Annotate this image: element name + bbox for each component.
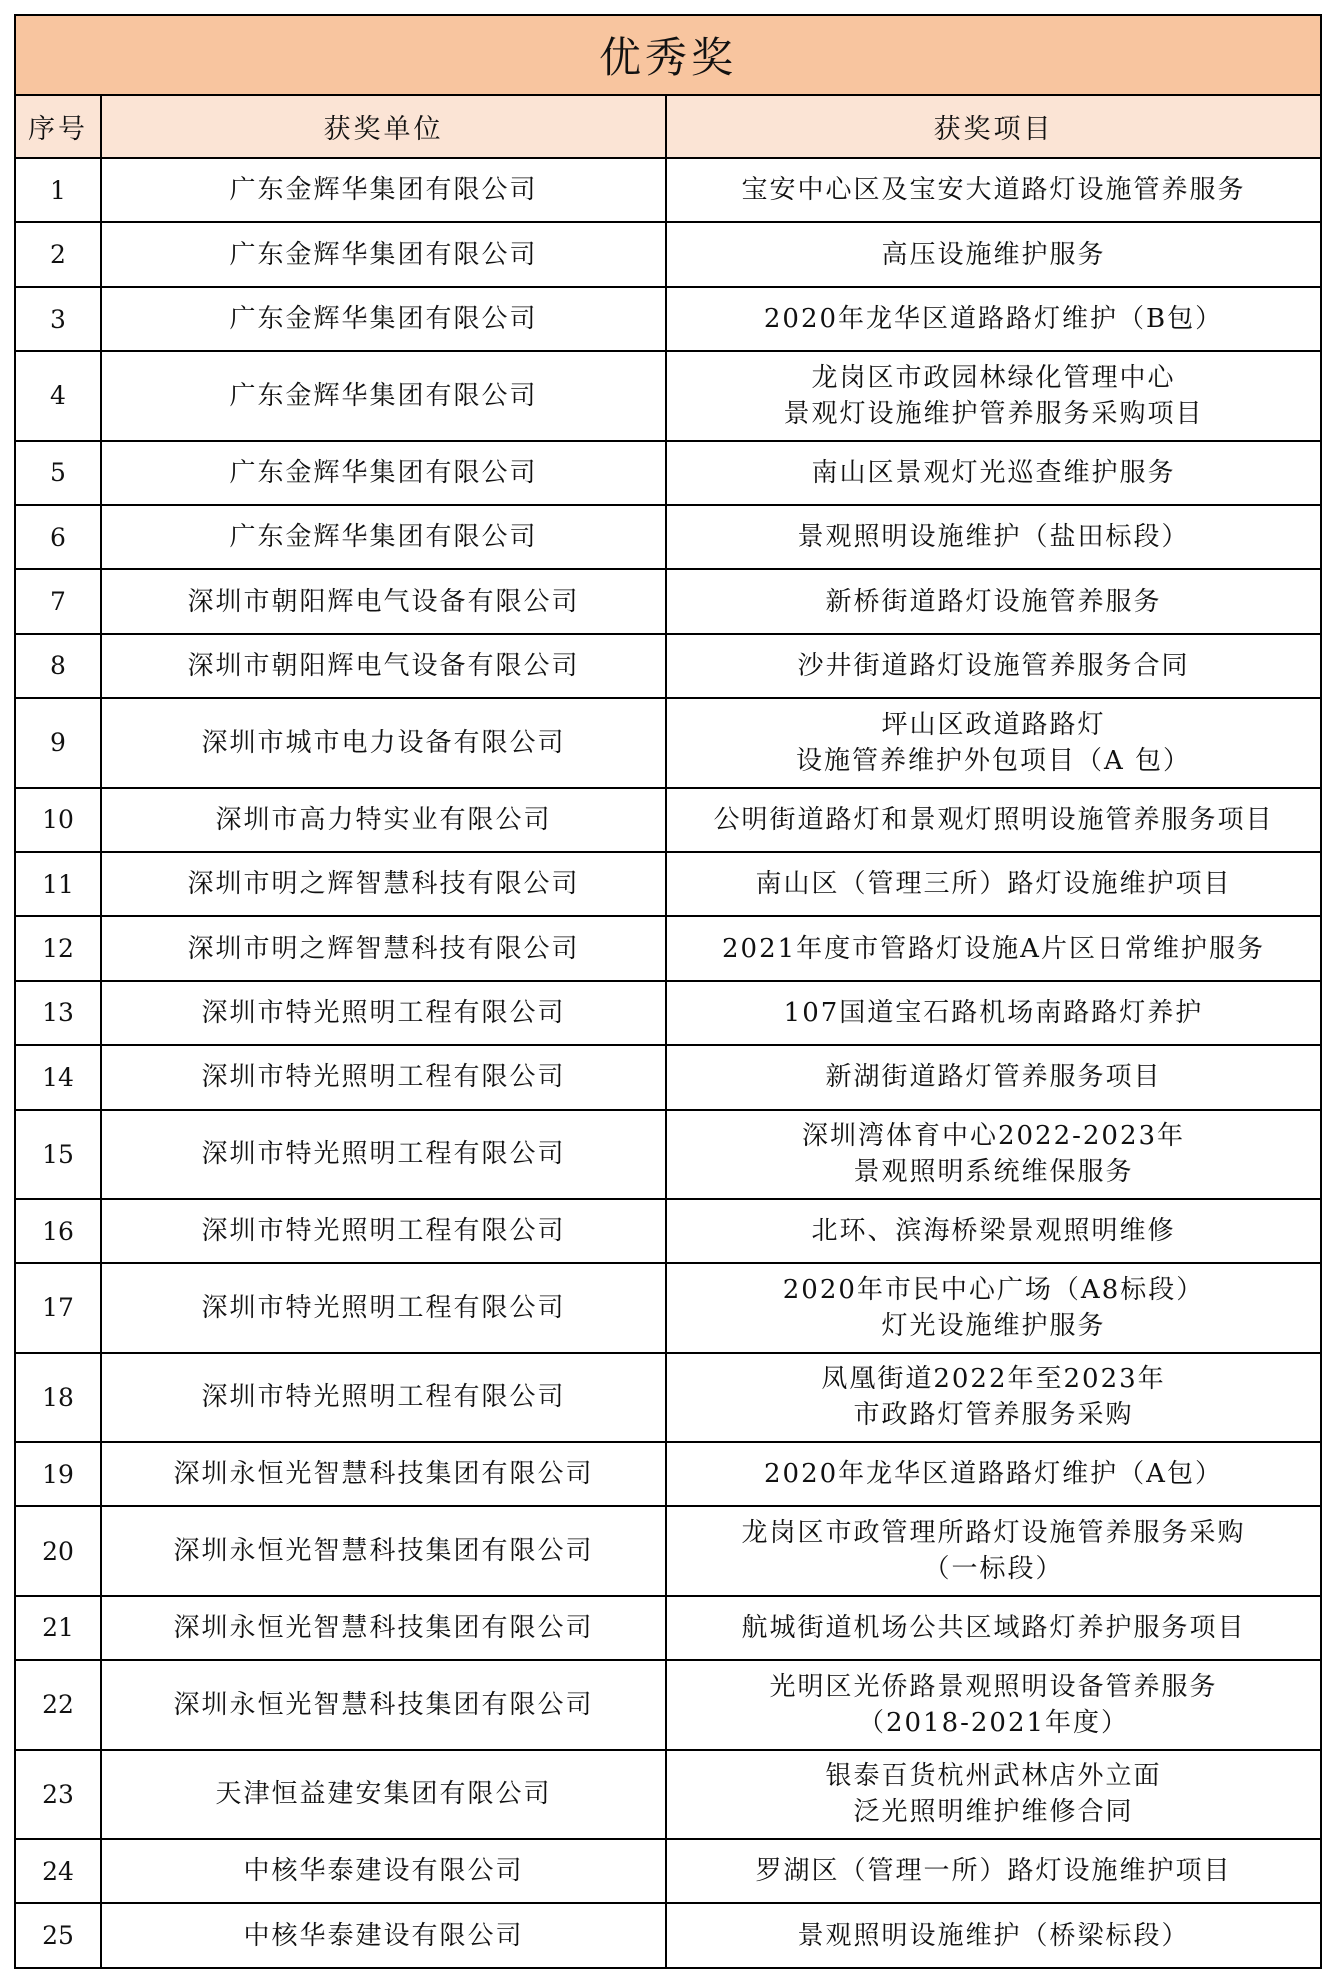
award-project [666, 1506, 1321, 1595]
table-row [15, 351, 1321, 440]
row-number: 10 [15, 788, 101, 852]
award-project-line: 航城街道机场公共区域路灯养护服务项目 [741, 1612, 1246, 1643]
table-row [15, 634, 1321, 698]
award-unit: 深圳市特光照明工程有限公司 [101, 1263, 666, 1352]
row-number: 4 [15, 351, 101, 440]
row-number: 18 [15, 1353, 101, 1442]
table-title: 优秀奖 [15, 15, 1321, 95]
table-row [15, 788, 1321, 852]
header-unit: 获奖单位 [101, 95, 666, 158]
award-project-line: 景观灯设施维护管养服务采购项目 [783, 398, 1204, 429]
award-unit: 中核华泰建设有限公司 [101, 1903, 666, 1968]
award-project [666, 351, 1321, 440]
award-unit: 广东金辉华集团有限公司 [101, 287, 666, 351]
table-row [15, 222, 1321, 286]
table-row [15, 1045, 1321, 1109]
award-project [666, 1839, 1321, 1903]
table-row [15, 1110, 1321, 1199]
award-project [666, 1199, 1321, 1263]
award-project-line: 景观照明设施维护（盐田标段） [797, 522, 1190, 553]
row-number: 23 [15, 1750, 101, 1839]
award-project [666, 1660, 1321, 1749]
row-number: 22 [15, 1660, 101, 1749]
award-project-line: 龙岗区市政园林绿化管理中心 [811, 362, 1176, 393]
award-project-line: （2018-2021年度） [857, 1707, 1130, 1738]
row-number: 9 [15, 698, 101, 787]
row-number: 13 [15, 981, 101, 1045]
table-row [15, 1442, 1321, 1506]
row-number: 19 [15, 1442, 101, 1506]
header-row [15, 95, 1321, 158]
award-project [666, 158, 1321, 222]
award-project-line: 新湖街道路灯管养服务项目 [825, 1062, 1162, 1093]
row-number: 20 [15, 1506, 101, 1595]
award-unit: 深圳市特光照明工程有限公司 [101, 1045, 666, 1109]
award-unit: 深圳永恒光智慧科技集团有限公司 [101, 1506, 666, 1595]
row-number: 25 [15, 1903, 101, 1968]
award-project-line: 2020年龙华区道路路灯维护（B包） [763, 304, 1224, 335]
award-unit: 广东金辉华集团有限公司 [101, 222, 666, 286]
table-row [15, 505, 1321, 569]
award-project [666, 916, 1321, 980]
award-project [666, 505, 1321, 569]
award-unit: 深圳市城市电力设备有限公司 [101, 698, 666, 787]
award-unit: 深圳永恒光智慧科技集团有限公司 [101, 1660, 666, 1749]
award-project [666, 1045, 1321, 1109]
row-number: 3 [15, 287, 101, 351]
table-row [15, 1199, 1321, 1263]
award-table [14, 14, 1322, 1969]
award-project-line: 2020年龙华区道路路灯维护（A包） [764, 1459, 1223, 1490]
award-project [666, 441, 1321, 505]
award-unit: 深圳市特光照明工程有限公司 [101, 1353, 666, 1442]
award-project-line: 新桥街道路灯设施管养服务 [825, 586, 1162, 617]
award-project-line: 深圳湾体育中心2022-2023年 [801, 1121, 1186, 1152]
award-unit: 深圳市特光照明工程有限公司 [101, 1110, 666, 1199]
award-project-line: 凤凰街道2022年至2023年 [821, 1364, 1166, 1395]
award-project [666, 1596, 1321, 1660]
award-project [666, 698, 1321, 787]
award-project-line: 景观照明系统维保服务 [853, 1157, 1134, 1188]
award-project-line: 光明区光侨路景观照明设备管养服务 [769, 1671, 1218, 1702]
award-project [666, 1353, 1321, 1442]
table-row [15, 569, 1321, 633]
table-row [15, 981, 1321, 1045]
award-project-line: 南山区景观灯光巡查维护服务 [811, 457, 1176, 488]
table-row [15, 698, 1321, 787]
row-number: 5 [15, 441, 101, 505]
award-project-line: 107国道宝石路机场南路路灯养护 [783, 997, 1204, 1028]
award-project [666, 634, 1321, 698]
table-row [15, 1660, 1321, 1749]
award-project-line: 2020年市民中心广场（A8标段） [782, 1274, 1205, 1305]
award-project [666, 1110, 1321, 1199]
award-project-line: 景观照明设施维护（桥梁标段） [797, 1920, 1190, 1951]
table-row [15, 441, 1321, 505]
award-project-line: 北环、滨海桥梁景观照明维修 [811, 1216, 1176, 1247]
table-row [15, 1750, 1321, 1839]
award-project [666, 788, 1321, 852]
award-project-line: 灯光设施维护服务 [881, 1310, 1106, 1341]
title-row [15, 15, 1321, 95]
award-project [666, 287, 1321, 351]
table-row [15, 1903, 1321, 1968]
award-project-line: 罗湖区（管理一所）路灯设施维护项目 [755, 1856, 1232, 1887]
award-project-line: 公明街道路灯和景观灯照明设施管养服务项目 [713, 804, 1274, 835]
row-number: 1 [15, 158, 101, 222]
award-unit: 深圳永恒光智慧科技集团有限公司 [101, 1442, 666, 1506]
table-row [15, 1263, 1321, 1352]
award-unit: 深圳市明之辉智慧科技有限公司 [101, 916, 666, 980]
award-unit: 深圳市高力特实业有限公司 [101, 788, 666, 852]
row-number: 8 [15, 634, 101, 698]
table-row [15, 852, 1321, 916]
award-project [666, 852, 1321, 916]
award-project [666, 222, 1321, 286]
row-number: 15 [15, 1110, 101, 1199]
row-number: 11 [15, 852, 101, 916]
table-row [15, 1839, 1321, 1903]
award-project-line: 高压设施维护服务 [881, 239, 1106, 270]
award-project [666, 1263, 1321, 1352]
award-project-line: 坪山区政道路路灯 [881, 709, 1106, 740]
row-number: 6 [15, 505, 101, 569]
award-project-line: 设施管养维护外包项目（A 包） [795, 745, 1192, 776]
award-unit: 深圳市朝阳辉电气设备有限公司 [101, 569, 666, 633]
award-project-line: 银泰百货杭州武林店外立面 [825, 1761, 1162, 1792]
award-project-line: （一标段） [923, 1554, 1064, 1585]
award-project [666, 1750, 1321, 1839]
award-project-line: 宝安中心区及宝安大道路灯设施管养服务 [741, 175, 1246, 206]
award-unit: 深圳市朝阳辉电气设备有限公司 [101, 634, 666, 698]
award-project-line: 市政路灯管养服务采购 [853, 1400, 1134, 1431]
award-unit: 深圳市特光照明工程有限公司 [101, 981, 666, 1045]
award-unit: 深圳市明之辉智慧科技有限公司 [101, 852, 666, 916]
row-number: 12 [15, 916, 101, 980]
award-project [666, 1903, 1321, 1968]
award-unit: 广东金辉华集团有限公司 [101, 158, 666, 222]
row-number: 16 [15, 1199, 101, 1263]
award-table-body [15, 158, 1321, 1968]
row-number: 7 [15, 569, 101, 633]
row-number: 14 [15, 1045, 101, 1109]
award-unit: 深圳永恒光智慧科技集团有限公司 [101, 1596, 666, 1660]
award-unit: 广东金辉华集团有限公司 [101, 505, 666, 569]
award-project-line: 龙岗区市政管理所路灯设施管养服务采购 [741, 1518, 1246, 1549]
header-project: 获奖项目 [666, 95, 1321, 158]
row-number: 21 [15, 1596, 101, 1660]
table-row [15, 287, 1321, 351]
table-row [15, 1506, 1321, 1595]
table-row [15, 1353, 1321, 1442]
award-project [666, 1442, 1321, 1506]
award-project-line: 沙井街道路灯设施管养服务合同 [797, 650, 1190, 681]
header-number: 序号 [15, 95, 101, 158]
award-project-line: 泛光照明维护维修合同 [853, 1797, 1134, 1828]
award-project-line: 南山区（管理三所）路灯设施维护项目 [755, 869, 1232, 900]
award-unit: 深圳市特光照明工程有限公司 [101, 1199, 666, 1263]
row-number: 17 [15, 1263, 101, 1352]
row-number: 2 [15, 222, 101, 286]
award-project [666, 569, 1321, 633]
award-unit: 中核华泰建设有限公司 [101, 1839, 666, 1903]
award-unit: 天津恒益建安集团有限公司 [101, 1750, 666, 1839]
award-unit: 广东金辉华集团有限公司 [101, 351, 666, 440]
award-project-line: 2021年度市管路灯设施A片区日常维护服务 [722, 933, 1265, 964]
table-row [15, 158, 1321, 222]
row-number: 24 [15, 1839, 101, 1903]
award-unit: 广东金辉华集团有限公司 [101, 441, 666, 505]
award-project [666, 981, 1321, 1045]
table-row [15, 1596, 1321, 1660]
table-row [15, 916, 1321, 980]
